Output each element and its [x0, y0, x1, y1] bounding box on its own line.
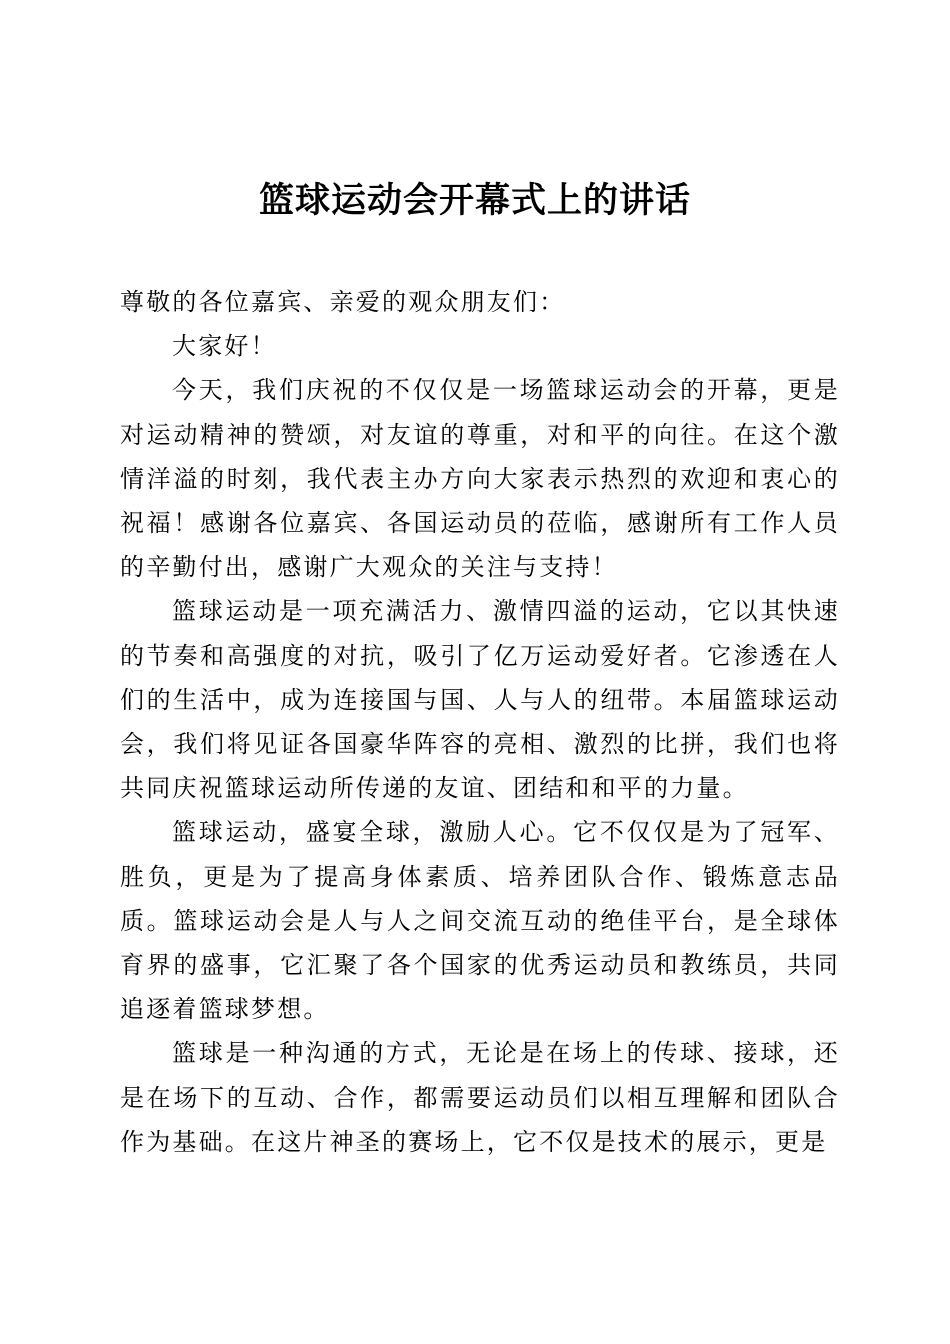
paragraph-1: 今天，我们庆祝的不仅仅是一场篮球运动会的开幕，更是对运动精神的赞颂，对友谊的尊重，对和平的向往。在这个激情洋溢的时刻，我代表主办方向大家表示热烈的欢迎和衷心的祝福！感谢各位嘉宾、各国运动员的莅临，感谢所有工作人员的辛勤付出，感谢广大观众的关注与支持！ [120, 376, 840, 582]
paragraph-greeting: 大家好！ [172, 332, 277, 361]
salutation: 尊敬的各位嘉宾、亲爱的观众朋友们： [120, 288, 566, 316]
document-body [120, 280, 840, 1164]
document-title: 篮球运动会开幕式上的讲话 [258, 180, 691, 221]
paragraph-3: 篮球运动，盛宴全球，激励人心。它不仅仅是为了冠军、胜负，更是为了提高身体素质、培养团队合作、锻炼意志品质。篮球运动会是人与人之间交流互动的绝佳平台，是全球体育界的盛事，它汇聚了各个国家的优秀运动员和教练员，共同追逐着篮球梦想。 [120, 818, 840, 1024]
paragraph-4: 篮球是一种沟通的方式，无论是在场上的传球、接球，还是在场下的互动、合作，都需要运动员们以相互理解和团队合作为基础。在这片神圣的赛场上，它不仅是技术的展示，更是 [120, 1039, 840, 1156]
paragraph-2: 篮球运动是一项充满活力、激情四溢的运动，它以其快速的节奏和高强度的对抗，吸引了亿万运动爱好者。它渗透在人们的生活中，成为连接国与国、人与人的纽带。本届篮球运动会，我们将见证各国豪华阵容的亮相、激烈的比拼，我们也将共同庆祝篮球运动所传递的友谊、团结和和平的力量。 [120, 597, 840, 803]
